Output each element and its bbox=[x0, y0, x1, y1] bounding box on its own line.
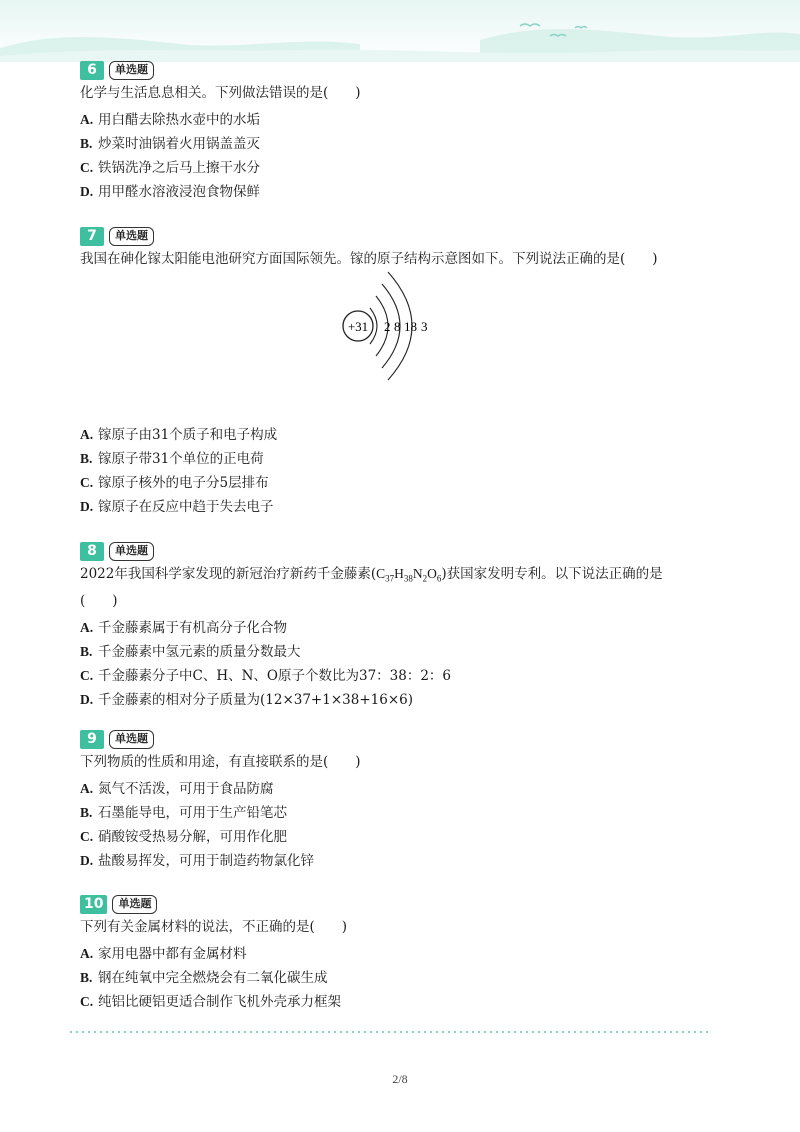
option-d[interactable]: D. 盐酸易挥发，可用于制造药物氯化锌 bbox=[80, 853, 314, 869]
shell-count: 18 bbox=[404, 319, 417, 334]
option-a[interactable]: A. 家用电器中都有金属材料 bbox=[80, 946, 247, 962]
header-decoration bbox=[0, 0, 800, 62]
option-a[interactable]: A. 千金藤素属于有机高分子化合物 bbox=[80, 619, 287, 636]
shell-count: 3 bbox=[421, 319, 428, 334]
question-10 bbox=[80, 894, 730, 1014]
shell-count: 8 bbox=[394, 319, 401, 334]
question-6 bbox=[80, 60, 730, 204]
question-stem: 下列物质的性质和用途，有直接联系的是( ) bbox=[80, 754, 361, 770]
page-number: 2/8 bbox=[392, 1072, 408, 1086]
chemical-formula: $C_{37}H_{38}N_2O_6$ bbox=[376, 566, 442, 584]
option-c[interactable]: C. 铁锅洗净之后马上擦干水分 bbox=[80, 160, 260, 176]
option-a[interactable]: A. 镓原子由31个质子和电子构成 bbox=[80, 427, 278, 443]
option-b[interactable]: B. 镓原子带31个单位的正电荷 bbox=[80, 451, 264, 467]
question-number: 8 bbox=[80, 542, 104, 561]
option-d[interactable]: D. 镓原子在反应中趋于失去电子 bbox=[80, 499, 274, 515]
dotted-divider bbox=[68, 1031, 710, 1033]
question-7 bbox=[80, 226, 730, 270]
question-stem: 下列有关金属材料的说法，不正确的是( ) bbox=[80, 919, 348, 935]
option-c[interactable]: C. 镓原子核外的电子分5层排布 bbox=[80, 475, 269, 491]
option-d[interactable]: D. 用甲醛水溶液浸泡食物保鲜 bbox=[80, 184, 260, 200]
question-stem: 2022年我国科学家发现的新冠治疗新药千金藤素$(C_{37}H_{38}N_2O_6)$获国家发明专利。以下说法正确的是 ( ) bbox=[80, 566, 663, 609]
option-c[interactable]: C. 硝酸铵受热易分解，可用作化肥 bbox=[80, 829, 287, 845]
shell-count: 2 bbox=[384, 319, 391, 334]
option-b[interactable]: B. 炒菜时油锅着火用锅盖盖灭 bbox=[80, 136, 260, 152]
question-7-options bbox=[80, 423, 730, 519]
question-number: 9 bbox=[80, 730, 104, 749]
question-type-tag: 单选题 bbox=[109, 61, 154, 80]
question-type-tag: 单选题 bbox=[109, 730, 154, 749]
question-8 bbox=[80, 541, 730, 712]
nucleus-charge: +31 bbox=[347, 319, 369, 334]
question-number: 7 bbox=[80, 227, 104, 246]
option-a[interactable]: A. 用白醋去除热水壶中的水垢 bbox=[80, 112, 260, 128]
option-b[interactable]: B. 钢在纯氧中完全燃烧会有二氧化碳生成 bbox=[80, 970, 328, 986]
question-number: 10 bbox=[80, 895, 107, 914]
option-b[interactable]: B. 千金藤素中氢元素的质量分数最大 bbox=[80, 643, 301, 660]
question-type-tag: 单选题 bbox=[109, 542, 154, 561]
question-type-tag: 单选题 bbox=[109, 227, 154, 246]
option-d[interactable]: D. 千金藤素的相对分子质量为(12×37+1×38+16×6) bbox=[80, 691, 413, 708]
question-stem: 我国在砷化镓太阳能电池研究方面国际领先。镓的原子结构示意图如下。下列说法正确的是( ) bbox=[80, 251, 658, 267]
atom-structure-diagram bbox=[340, 268, 450, 392]
option-a[interactable]: A. 氮气不活泼，可用于食品防腐 bbox=[80, 781, 274, 797]
question-9 bbox=[80, 729, 730, 873]
question-type-tag: 单选题 bbox=[112, 895, 157, 914]
question-stem: 化学与生活息息相关。下列做法错误的是( ) bbox=[80, 85, 361, 101]
option-c[interactable]: C. 千金藤素分子中C、H、N、O原子个数比为37：38：2：6 bbox=[80, 667, 452, 684]
question-number: 6 bbox=[80, 61, 104, 80]
option-b[interactable]: B. 石墨能导电，可用于生产铅笔芯 bbox=[80, 805, 287, 821]
option-c[interactable]: C. 纯铝比硬铝更适合制作飞机外壳承力框架 bbox=[80, 994, 341, 1010]
